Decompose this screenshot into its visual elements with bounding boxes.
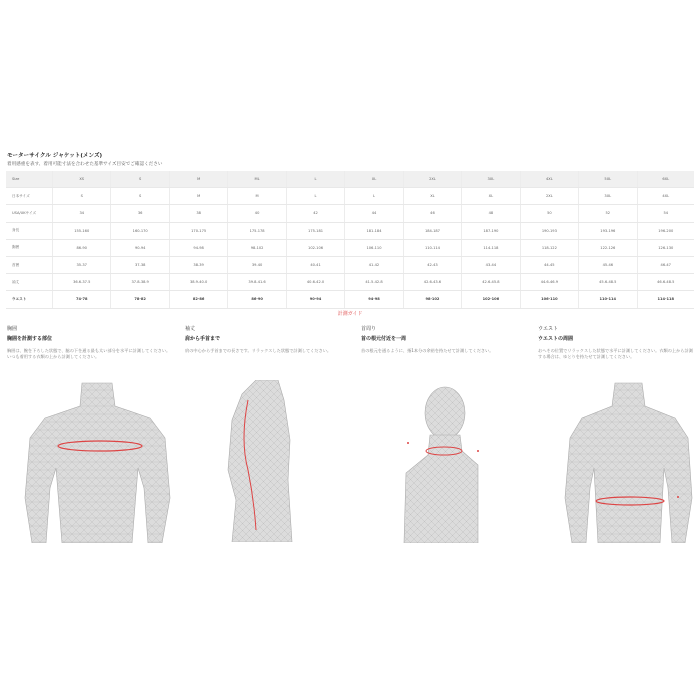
table-cell: 40 [228,205,286,222]
size-table [6,171,694,309]
table-cell: 175-178 [228,222,286,239]
table-cell: 40.6-42.0 [286,274,344,291]
size-header-cell: 2XL [403,171,461,188]
guide-heading: 胸囲 [7,326,18,332]
page-subtitle: 着用感重を表す、着用可能寸法を合わせた基準サイズ目安でご確認ください [7,162,163,167]
table-cell: XL [462,188,520,205]
table-cell: 175-181 [286,222,344,239]
row-label: 袖丈 [6,274,53,291]
marker-dot [677,496,679,498]
table-cell: 34 [53,205,111,222]
table-cell: 41-42 [345,256,403,273]
guide-chest [7,325,172,360]
table-cell: 52 [579,205,637,222]
table-cell: 40-41 [286,256,344,273]
size-header-cell: XL [345,171,403,188]
guide-subheading: ウエストの周囲 [538,336,574,342]
size-header-cell: M [169,171,227,188]
size-header-cell: 3XL [462,171,520,188]
table-cell: 74-78 [53,291,111,308]
table-cell: 126-130 [637,239,694,256]
table-cell: 106-110 [520,291,578,308]
guide-subheading: 肩から手首まで [185,336,221,342]
table-cell: 45-46 [579,256,637,273]
table-row [6,274,694,291]
chest-figure-illustration [20,378,175,543]
table-cell: 94-98 [345,291,403,308]
table-cell: 42.6-43.6 [403,274,461,291]
table-cell: 155-160 [53,222,111,239]
table-cell: S [53,188,111,205]
page-title: モーターサイクル ジャケット(メンズ) [7,153,103,159]
table-cell: 44-45 [520,256,578,273]
table-cell: 3XL [579,188,637,205]
table-row [6,222,694,239]
table-cell: 43-44 [462,256,520,273]
table-cell: 37.8-38.9 [111,274,169,291]
table-cell: 46-47 [637,256,694,273]
table-cell: 45.6-48.5 [579,274,637,291]
table-cell: 98-102 [228,239,286,256]
table-cell: 102-106 [286,239,344,256]
row-label: 首囲 [6,256,53,273]
table-cell: 36 [111,205,169,222]
size-header-row [6,171,694,188]
table-cell: 98-102 [403,291,461,308]
size-header-cell: 5XL [579,171,637,188]
waist-figure-illustration [560,378,695,543]
guide-sleeve [185,325,350,354]
table-cell: 82-86 [169,291,227,308]
table-cell: 118-122 [520,239,578,256]
table-cell: 193-196 [579,222,637,239]
guide-waist [538,325,693,360]
table-cell: 50 [520,205,578,222]
table-row [6,256,694,273]
row-label: USA/UKサイズ [6,205,53,222]
table-cell: 41.5-42.8 [345,274,403,291]
table-cell: 42 [286,205,344,222]
table-cell: 39.8-41.6 [228,274,286,291]
table-cell: 46.6-48.5 [637,274,694,291]
table-row [6,239,694,256]
row-label: ウエスト [6,291,53,308]
table-cell: 102-106 [462,291,520,308]
table-cell: 160-170 [111,222,169,239]
table-cell: 44.6-46.9 [520,274,578,291]
guide-desc: 肩の中心から手首までの長さです。リラックスした状態で計測してください。 [185,348,332,353]
guide-heading: 袖丈 [185,326,196,332]
table-cell: 38 [169,205,227,222]
size-header-cell: XS [53,171,111,188]
table-cell: 54 [637,205,694,222]
table-cell: 106-110 [345,239,403,256]
table-row [6,291,694,308]
table-cell: 90-94 [286,291,344,308]
table-cell: 114-118 [462,239,520,256]
header-label: Size [6,171,53,188]
table-cell: 181-184 [345,222,403,239]
table-cell: 90-94 [111,239,169,256]
table-cell: 122-126 [579,239,637,256]
table-cell: 39-40 [228,256,286,273]
table-cell: 4XL [637,188,694,205]
marker-dot [477,450,479,452]
table-cell: 42.6-45.8 [462,274,520,291]
table-cell: 38.9-40.0 [169,274,227,291]
size-header-cell: S [111,171,169,188]
table-cell: 46 [403,205,461,222]
table-cell: 86-90 [228,291,286,308]
size-header-cell: 6XL [637,171,694,188]
table-cell: L [286,188,344,205]
table-cell: 48 [462,205,520,222]
table-cell: 190-193 [520,222,578,239]
guide-heading: ウエスト [538,326,559,332]
table-row [6,188,694,205]
size-header-cell: ML [228,171,286,188]
row-label: 身長 [6,222,53,239]
table-cell: 110-114 [579,291,637,308]
size-header-cell: L [286,171,344,188]
table-cell: 35-37 [53,256,111,273]
table-cell: 2XL [520,188,578,205]
table-cell: M [169,188,227,205]
table-row [6,205,694,222]
table-cell: 184-187 [403,222,461,239]
table-cell: XL [403,188,461,205]
table-cell: S [111,188,169,205]
table-cell: 196-200 [637,222,694,239]
row-label: 胸囲 [6,239,53,256]
size-header-cell: 4XL [520,171,578,188]
table-cell: 110-114 [403,239,461,256]
guide-desc: 首の根元を通るように、指1本分の余裕を持たせて計測してください。 [361,348,494,353]
guide-title: 計測ガイド [337,311,363,317]
sleeve-figure-illustration [218,380,298,542]
table-cell: 37-38 [111,256,169,273]
guide-desc: おへその位置でリラックスした状態で水平に計測してください。衣類の上から計測する場合は、ゆとりを持たせて計測してください。 [538,348,693,359]
table-cell: 42-43 [403,256,461,273]
guide-subheading: 胸囲を計測する部位 [7,336,53,342]
row-label: 日本サイズ [6,188,53,205]
table-cell: 36.6-37.5 [53,274,111,291]
guide-neck [361,325,526,354]
guide-subheading: 首の根元付近を一周 [361,336,407,342]
table-cell: 78-82 [111,291,169,308]
table-cell: 114-118 [637,291,694,308]
marker-dot [407,442,409,444]
table-cell: 44 [345,205,403,222]
neck-figure-illustration [400,385,480,543]
table-cell: 38-39 [169,256,227,273]
table-cell: 187-190 [462,222,520,239]
guide-heading: 首周り [361,326,377,332]
table-cell: L [345,188,403,205]
table-cell: M [228,188,286,205]
table-cell: 170-175 [169,222,227,239]
table-cell: 94-98 [169,239,227,256]
guide-desc: 胸囲は、腕を下ろした状態で、脇の下を通る最も太い部分を水平に計測してください。いつも着用する衣類の上から計測してください。 [7,348,171,359]
table-cell: 86-90 [53,239,111,256]
